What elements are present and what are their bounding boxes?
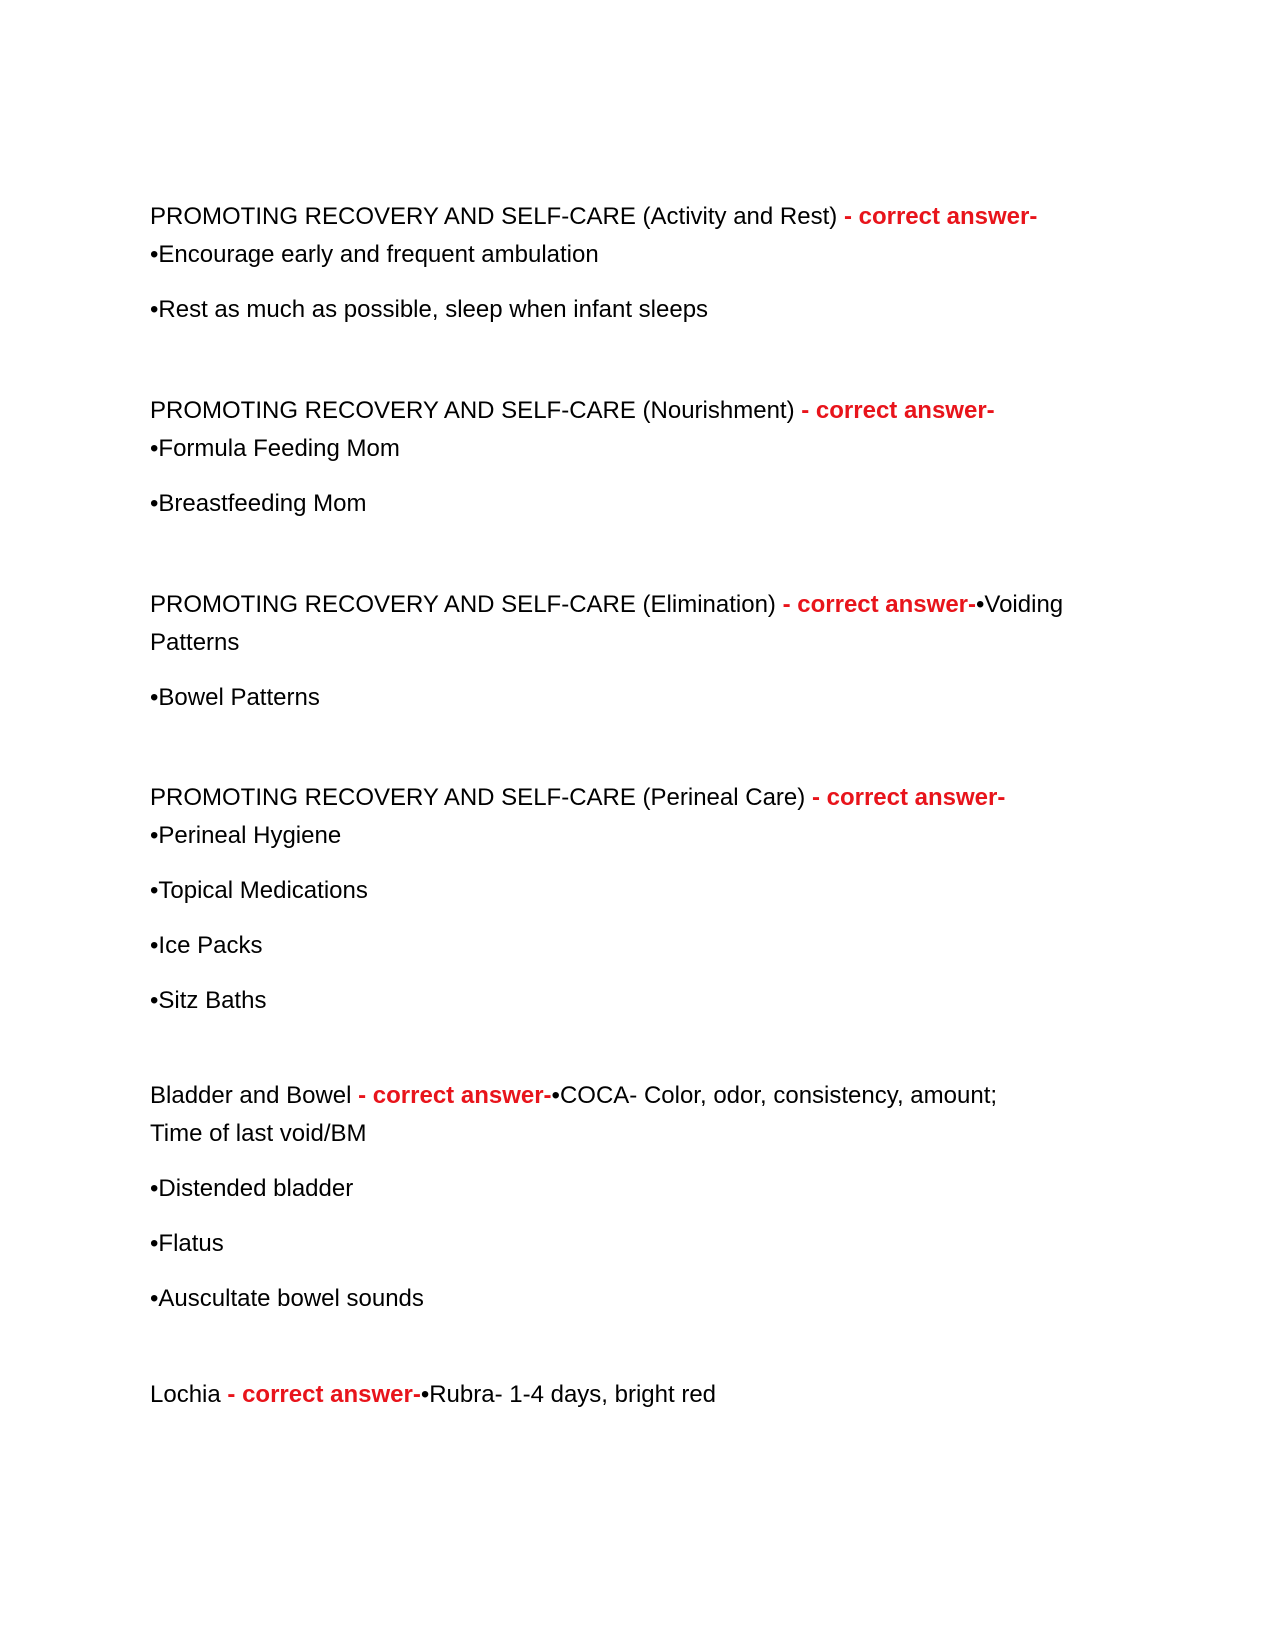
card-term: Lochia <box>150 1381 221 1408</box>
correct-answer-label: - correct answer- <box>358 1082 552 1109</box>
flashcard-perineal-care <box>150 779 1110 1020</box>
card-term: PROMOTING RECOVERY AND SELF-CARE (Perineal Care) <box>150 784 806 811</box>
answer-bullet: •Auscultate bowel sounds <box>150 1285 424 1312</box>
card-heading <box>150 392 1110 430</box>
answer-continuation: Time of last void/BM <box>150 1120 367 1147</box>
correct-answer-label: - correct answer- <box>811 784 1006 811</box>
card-heading <box>150 586 1110 624</box>
correct-answer-label: - correct answer- <box>801 397 995 424</box>
answer-bullet: •Perineal Hygiene <box>150 822 342 849</box>
answer-inline-text: •Rubra- 1-4 days, bright red <box>420 1381 717 1408</box>
answer-bullet: •Breastfeeding Mom <box>150 490 367 517</box>
answer-bullet: •Sitz Baths <box>150 987 267 1014</box>
answer-bullet: •Distended bladder <box>150 1175 354 1202</box>
card-heading <box>150 779 1110 817</box>
card-heading <box>150 1376 1110 1414</box>
card-term: Bladder and Bowel <box>150 1082 352 1109</box>
card-term: PROMOTING RECOVERY AND SELF-CARE (Nourishment) <box>150 397 795 424</box>
answer-bullet: •Formula Feeding Mom <box>150 435 400 462</box>
correct-answer-label: - correct answer- <box>227 1381 421 1408</box>
flashcard-nourishment <box>150 392 1110 523</box>
flashcard-activity-rest <box>150 198 1110 329</box>
correct-answer-label: - correct answer- <box>782 591 976 618</box>
flashcard-elimination <box>150 586 1110 717</box>
card-term: PROMOTING RECOVERY AND SELF-CARE (Elimination) <box>150 591 776 618</box>
answer-continuation: Patterns <box>150 629 240 656</box>
answer-bullet: •Rest as much as possible, sleep when infant sleeps <box>150 296 709 323</box>
flashcard-bladder-bowel <box>150 1077 1110 1318</box>
answer-inline-text: •Voiding <box>976 591 1064 618</box>
card-heading <box>150 198 1110 236</box>
answer-bullet: •Bowel Patterns <box>150 684 320 711</box>
answer-bullet: •Flatus <box>150 1230 224 1257</box>
answer-bullet: •Encourage early and frequent ambulation <box>150 241 599 268</box>
answer-bullet: •Topical Medications <box>150 877 368 904</box>
card-term: PROMOTING RECOVERY AND SELF-CARE (Activity and Rest) <box>150 203 838 230</box>
flashcard-lochia <box>150 1376 1110 1414</box>
answer-bullet: •Ice Packs <box>150 932 263 959</box>
answer-inline-text: •COCA- Color, odor, consistency, amount; <box>551 1082 998 1109</box>
card-heading <box>150 1077 1110 1115</box>
correct-answer-label: - correct answer- <box>843 203 1038 230</box>
